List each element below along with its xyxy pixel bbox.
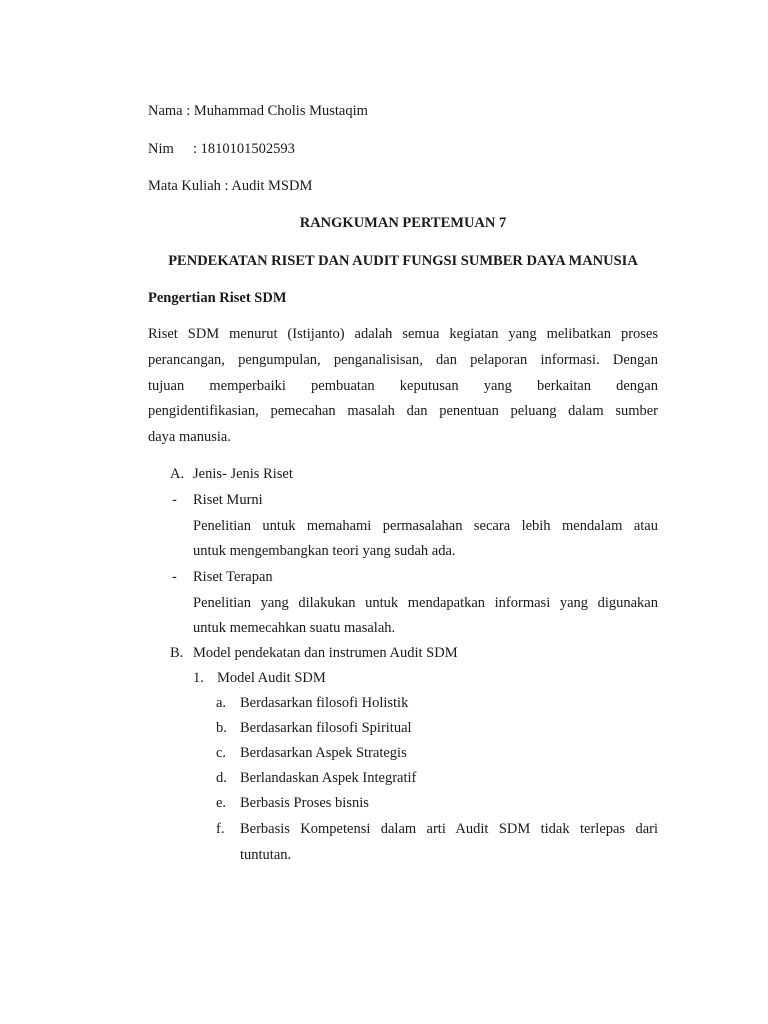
list-heading-model-audit: Model Audit SDM — [217, 670, 326, 686]
list-item: Berdasarkan filosofi Spiritual — [240, 720, 412, 736]
list-marker: f. — [216, 821, 225, 837]
paragraph-line: daya manusia. — [148, 429, 231, 445]
list-item-desc: untuk memecahkan suatu masalah. — [193, 620, 396, 636]
document-subtitle: PENDEKATAN RISET DAN AUDIT FUNGSI SUMBER DAYA MANUSIA — [168, 253, 638, 269]
list-marker: - — [172, 492, 177, 508]
list-heading-jenis-riset: Jenis- Jenis Riset — [193, 466, 293, 482]
student-nim-value: : 1810101502593 — [193, 141, 295, 157]
list-marker: b. — [216, 720, 227, 736]
paragraph-line: Riset SDM menurut (Istijanto) adalah semua kegiatan yang melibatkan proses — [148, 326, 658, 342]
list-item-desc: Penelitian untuk memahami permasalahan secara lebih mendalam atau — [193, 518, 658, 534]
list-item: Berlandaskan Aspek Integratif — [240, 770, 417, 786]
list-item-desc: Penelitian yang dilakukan untuk mendapatkan informasi yang digunakan — [193, 595, 658, 611]
list-item-continuation: tuntutan. — [240, 847, 292, 863]
student-name: Nama : Muhammad Cholis Mustaqim — [148, 103, 368, 119]
list-item-riset-murni: Riset Murni — [193, 492, 263, 508]
course-name: Mata Kuliah : Audit MSDM — [148, 178, 313, 194]
list-marker: - — [172, 569, 177, 585]
paragraph-line: tujuan memperbaiki pembuatan keputusan yang berkaitan dengan — [148, 378, 658, 394]
list-item: Berdasarkan Aspek Strategis — [240, 745, 407, 761]
list-marker: d. — [216, 770, 227, 786]
list-item: Berbasis Proses bisnis — [240, 795, 369, 811]
list-item: Berbasis Kompetensi dalam arti Audit SDM tidak terlepas dari — [240, 821, 658, 837]
list-marker: B. — [170, 645, 184, 661]
student-nim-label: Nim — [148, 141, 174, 157]
list-marker: c. — [216, 745, 227, 761]
paragraph-line: perancangan, pengumpulan, penganalisisan, dan pelaporan informasi. Dengan — [148, 352, 658, 368]
list-item: Berdasarkan filosofi Holistik — [240, 695, 409, 711]
list-heading-model-pendekatan: Model pendekatan dan instrumen Audit SDM — [193, 645, 458, 661]
list-marker: 1. — [193, 670, 204, 686]
list-item-desc: untuk mengembangkan teori yang sudah ada. — [193, 543, 456, 559]
list-marker: a. — [216, 695, 227, 711]
document-title: RANGKUMAN PERTEMUAN 7 — [299, 215, 507, 231]
paragraph-line: pengidentifikasian, pemecahan masalah dan penentuan peluang dalam sumber — [148, 403, 658, 419]
list-marker: e. — [216, 795, 227, 811]
list-item-riset-terapan: Riset Terapan — [193, 569, 273, 585]
list-marker: A. — [170, 466, 185, 482]
section-heading: Pengertian Riset SDM — [148, 290, 287, 306]
